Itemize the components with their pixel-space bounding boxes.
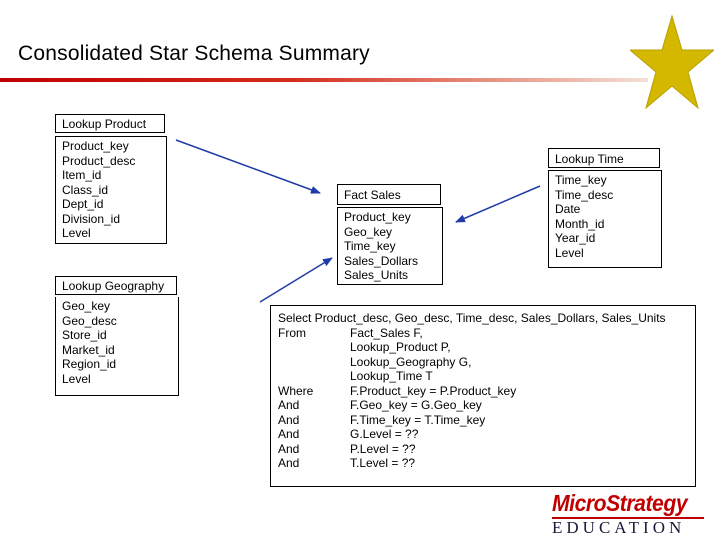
field-item-id: Item_id	[62, 168, 102, 182]
lookup-time-table	[548, 170, 662, 268]
sql-clause: Fact_Sales F,	[350, 325, 423, 340]
lookup-geography-header-label: Lookup Geography	[62, 279, 165, 293]
slide-title: Consolidated Star Schema Summary	[18, 42, 370, 65]
arrow-time-to-fact	[456, 186, 540, 222]
field-fact-time-key: Time_key	[344, 239, 396, 253]
sql-clause: Lookup_Product P,	[350, 340, 451, 354]
sql-clause: Lookup_Geography G,	[350, 354, 472, 369]
sql-row	[278, 398, 695, 413]
sql-row	[278, 413, 695, 428]
sql-row	[278, 355, 695, 370]
field-fact-geo-key: Geo_key	[344, 224, 393, 239]
sql-clause: G.Level = ??	[350, 427, 419, 441]
sql-clause: P.Level = ??	[350, 441, 416, 456]
field-store-id: Store_id	[62, 328, 107, 342]
sql-keyword: From	[278, 325, 306, 340]
sql-keyword	[278, 369, 350, 384]
field-sales-units: Sales_Units	[344, 268, 409, 282]
field-time-key: Time_key	[555, 173, 607, 187]
sql-keyword: And	[278, 441, 300, 456]
sql-clause: F.Geo_key = G.Geo_key	[350, 398, 482, 412]
arrow-geography-to-fact	[260, 258, 332, 302]
lookup-product-header	[55, 114, 165, 133]
sql-keyword: Where	[278, 383, 314, 398]
field-sales-dollars: Sales_Dollars	[344, 253, 419, 268]
sql-clause: F.Time_key = T.Time_key	[350, 412, 486, 427]
sql-select-line: Select Product_desc, Geo_desc, Time_desc, Sales_Dollars, Sales_Units	[278, 311, 666, 325]
field-geography-level: Level	[62, 371, 91, 386]
sql-keyword: And	[278, 398, 300, 412]
fact-sales-table	[337, 207, 443, 285]
logo-tagline: EDUCATION	[552, 518, 686, 537]
sql-row	[278, 340, 695, 355]
sql-row	[278, 427, 695, 442]
lookup-geography-header	[55, 276, 177, 295]
field-market-id: Market_id	[62, 342, 115, 357]
field-month-id: Month_id	[555, 216, 605, 231]
field-class-id: Class_id	[62, 182, 109, 197]
sql-keyword: And	[278, 456, 300, 470]
title-underline	[0, 78, 648, 82]
field-geo-desc: Geo_desc	[62, 313, 117, 328]
sql-row	[278, 456, 695, 471]
field-year-id: Year_id	[555, 231, 596, 245]
lookup-product-table	[55, 136, 167, 244]
field-time-desc: Time_desc	[555, 187, 614, 202]
sql-keyword	[278, 340, 350, 355]
field-product-level: Level	[62, 226, 91, 240]
sql-keyword: And	[278, 427, 300, 441]
lookup-geography-table	[55, 297, 179, 396]
sql-row	[278, 369, 695, 384]
sql-row	[278, 442, 695, 457]
field-product-desc: Product_desc	[62, 153, 136, 168]
field-product-key: Product_key	[62, 139, 129, 153]
fact-sales-header-label: Fact Sales	[344, 188, 401, 202]
field-region-id: Region_id	[62, 357, 117, 371]
microstrategy-logo	[552, 490, 708, 538]
lookup-product-header-label: Lookup Product	[62, 117, 147, 131]
lookup-time-header	[548, 148, 660, 168]
lookup-time-header-label: Lookup Time	[555, 152, 624, 166]
sql-row	[278, 384, 695, 399]
field-fact-product-key: Product_key	[344, 210, 411, 224]
star-icon	[630, 12, 714, 112]
field-geo-key: Geo_key	[62, 299, 111, 313]
sql-row	[278, 326, 695, 341]
logo-wordmark: MicroStrategy	[552, 490, 688, 516]
fact-sales-header	[337, 184, 441, 205]
field-date: Date	[555, 202, 581, 216]
arrow-product-to-fact	[176, 140, 320, 193]
sql-clause: Lookup_Time T	[350, 369, 433, 383]
sql-keyword	[278, 355, 350, 370]
sql-clause: F.Product_key = P.Product_key	[350, 383, 517, 398]
field-time-level: Level	[555, 245, 584, 260]
field-dept-id: Dept_id	[62, 197, 104, 211]
field-division-id: Division_id	[62, 211, 121, 226]
sql-keyword: And	[278, 412, 300, 427]
sql-clause: T.Level = ??	[350, 456, 416, 470]
sql-query-box	[270, 305, 696, 487]
